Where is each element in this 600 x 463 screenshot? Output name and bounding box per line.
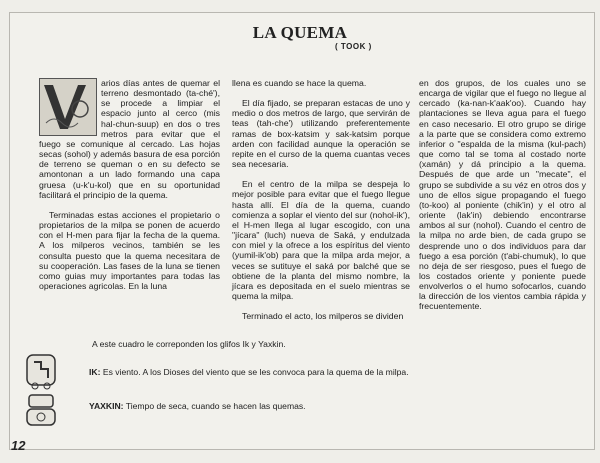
col3-paragraph-1: en dos grupos, de los cuales uno se encarga de vigilar que el fuego no llegue al cercado (ka-nan-k'aak'oo). Cuando hay plantaciones se lleva agua para el fuego en caso necesario. El otro grupo se dirige a la parte que se considera como extremo inferior o "espalda de la misma (kul-pach) que como tal se toma al costado norte (xamán) y dá principio a la quema. Después de que arde un "mecate", el grupo se subdivide a su véz en otros dos y uno de ellos sigue propagando el fuego (to-koo) al poniente (chik'in) y el otro al oriente (lak'in) debiendo encontrarse ambos al sur (nohol). Cuando el centro de la milpa no arde bien, de cada grupo se desprende uno o dos individuos para dar fuego a esa porción (t'abi-chumuk), lo que no deja de ser riesgoso, pues el fuego de los costados oriente y poniente puede envolverlos o el humo sofocarlos, cuando la dirección de los vientos cambia rápida y frecuentemente. <box>419 78 586 312</box>
page-subtitle: ( TOOK ) <box>335 42 372 51</box>
yaxkin-glyph-desc: Tiempo de seca, cuando se hacen las quemas. <box>125 401 306 411</box>
page-number: 12 <box>11 438 26 453</box>
yaxkin-glyph-icon <box>26 393 56 429</box>
page-title: LA QUEMA <box>252 23 348 42</box>
col1-paragraph-2: Terminadas estas acciones el propietario o propietarios de la milpa se ponen de acuerdo con el H-men para fijar la fecha de la quema. A los milperos vecinos, también se les consulta puesto que la quema necesitara de su cooperación. Las fases de la luna se tienen como guias muy importantes para todas las operaciones agricolas. En la luna <box>39 209 220 291</box>
glyph-intro: A este cuadro le correponden los glifos Ik y Yaxkin. <box>92 339 286 349</box>
column-1 <box>39 78 220 301</box>
column-2 <box>232 78 410 331</box>
col2-paragraph-1: llena es cuando se hace la quema. <box>232 78 367 88</box>
col2-paragraph-4: Terminado el acto, los milperos se dividen <box>242 311 404 322</box>
col2-paragraph-3: En el centro de la milpa se despeja lo mejor posible para evitar que el fuego llegue hasta allí. El día de la quema, cuando comienza a soplar el viento del sur (nohol-ik'), el H-men llega al lugar escogido, con una "jícara" (luch) nueva de Saká, y endulzada con miel y la ofrece a los espíritus del viento (yumil-ik'ob) para que la milpa arda mejor, a veces se sutituye el saká por balché que se obtiene de la planta del mismo nombre, la jícara es depositada en el suelo mientras se quema la milpa. <box>232 179 410 301</box>
ik-glyph-desc: Es viento. A los Dioses del viento que se les convoca para la quema de la milpa. <box>102 367 409 377</box>
column-3 <box>419 78 586 322</box>
yaxkin-glyph-name: YAXKIN: <box>89 401 124 411</box>
col2-paragraph-2: El día fijado, se preparan estacas de uno y medio o dos metros de largo, que servirán de teas (tah-che') utilizando preferentemente ramas de box-katsim y sak-katsim porque arden con facilidad aunque la operación se repite en el curso de la quema cuantas veces sea necesaria. <box>232 98 410 170</box>
ik-glyph-icon <box>26 354 56 392</box>
ik-glyph-name: IK: <box>89 367 101 377</box>
col1-paragraph-1: arios días antes de quemar el terreno desmontado (ta-ché'), se procede a limpiar el espacio junto al cerco (mis hal-chun-suup) en dos o tres metros para evitar que el fuego se comunique al cercado. Las hojas secas (sohol) y además basura de esa porción de terreno se queman o en su defecto se amontonan a un lado formando una capa gruesa (u-k'u-kol) que en su oportunidad facilitará el principio de la quema. <box>39 78 220 200</box>
dropcap-v-illustration <box>39 78 97 136</box>
